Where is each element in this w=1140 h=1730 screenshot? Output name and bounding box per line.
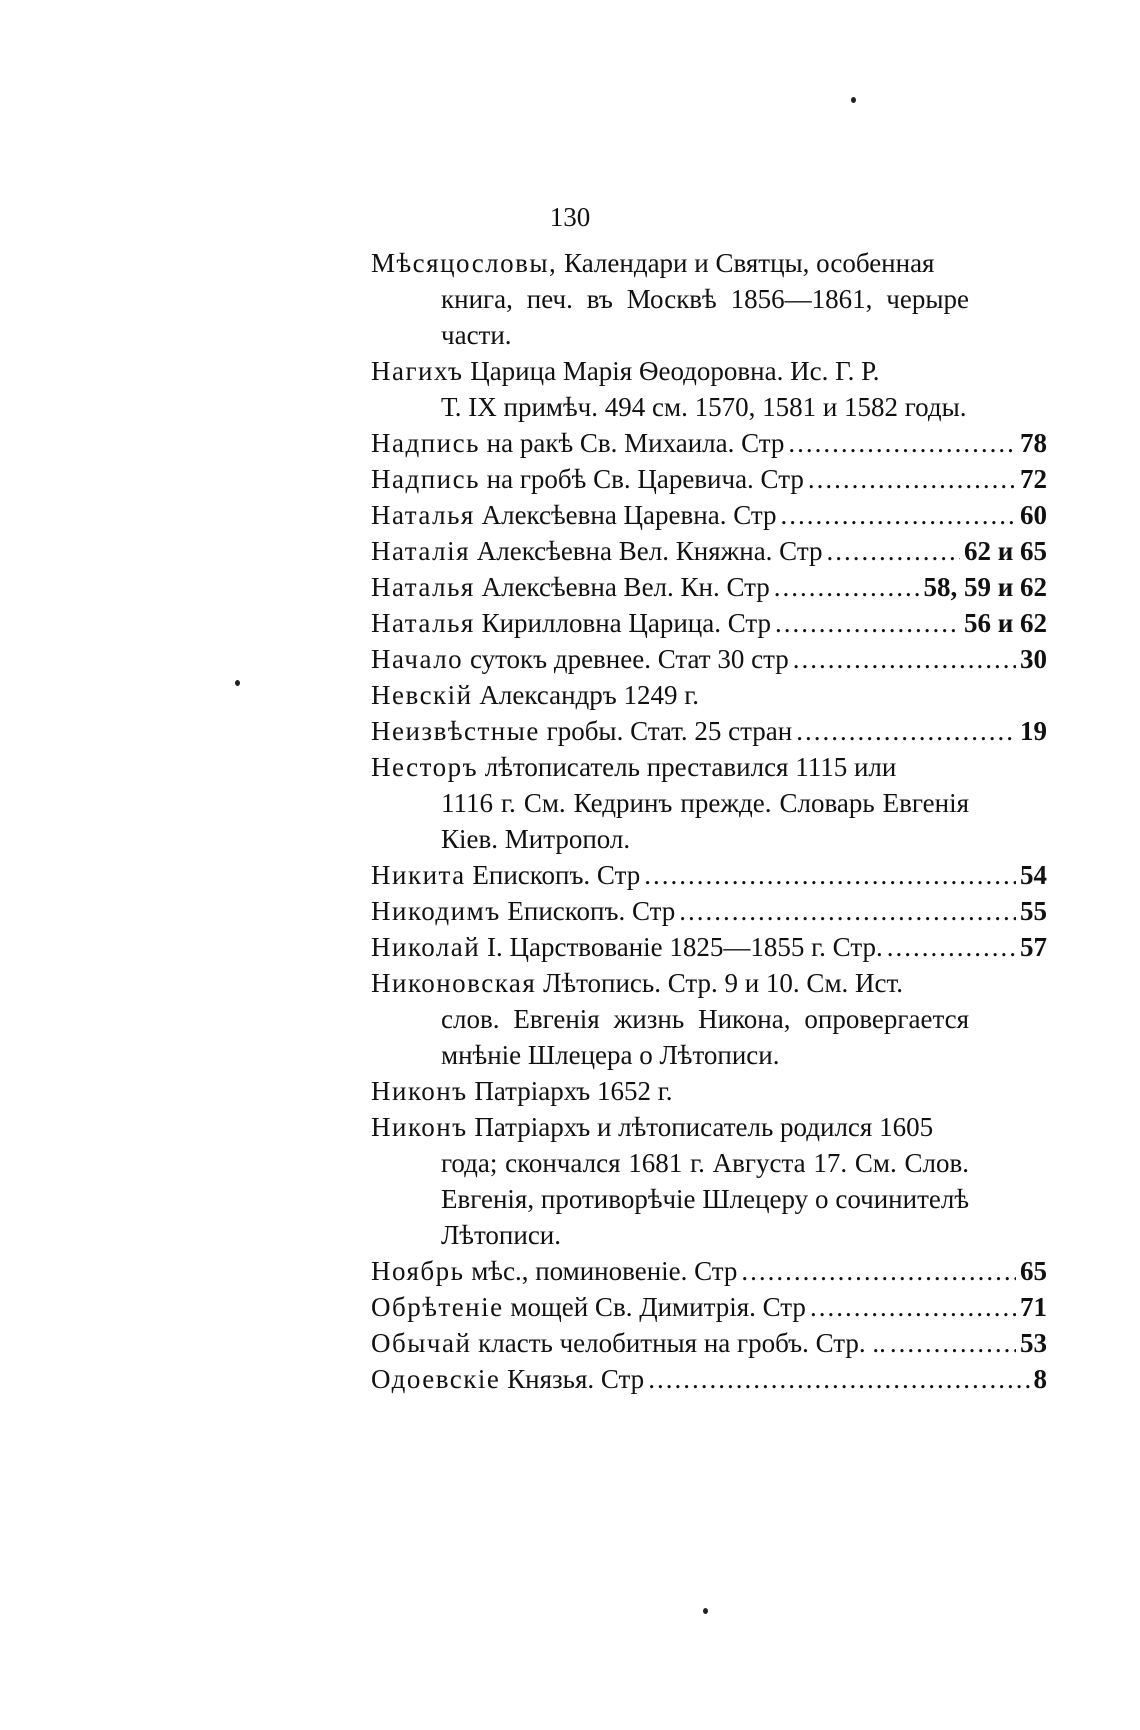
entry-first-line <box>371 461 1047 497</box>
stray-ink-mark <box>851 97 856 103</box>
entry-page-reference: 55 <box>1020 896 1047 926</box>
index-entry <box>371 1325 1047 1361</box>
entry-page-reference: 65 <box>1020 1256 1047 1286</box>
dot-leader <box>780 497 1016 533</box>
entry-text: гробы. Стат. 25 стран <box>546 716 793 746</box>
entry-first-line <box>371 1361 1047 1397</box>
entry-page-reference: 54 <box>1020 860 1047 890</box>
entry-text: сутокъ древнее. Стат 30 стр <box>469 644 789 674</box>
entry-term: Наталья <box>371 608 475 638</box>
entry-term: Обрѣтеніе <box>371 1292 504 1322</box>
entry-page-reference: 62 и 65 <box>963 536 1047 566</box>
entry-term: Никонъ <box>371 1076 468 1106</box>
entry-term: Никоновская <box>371 968 537 998</box>
index-entry <box>371 713 1047 749</box>
dot-leader <box>644 857 1016 893</box>
entry-term: Нагихъ <box>371 356 464 386</box>
entry-continuation: слов. Евгенія жизнь Никона, опровергается мнѣніе Шлецера о Лѣтописи. <box>441 1004 969 1070</box>
index-entry <box>371 749 1047 857</box>
entry-term: Николай <box>371 932 481 962</box>
index-entry <box>371 1109 1047 1253</box>
index-entry <box>371 641 1047 677</box>
entry-continuation: книга, печ. въ Москвѣ 1856—1861, черыре части. <box>441 284 969 350</box>
entry-term: Невскій <box>371 680 473 710</box>
entry-page-reference: 8 <box>1033 1364 1047 1394</box>
entry-text: Епископъ. Стр <box>507 896 676 926</box>
entry-term: Обычай <box>371 1328 472 1358</box>
entry-page-reference: 57 <box>1020 932 1047 962</box>
entry-page-reference: 78 <box>1020 428 1047 458</box>
entry-first-line <box>371 1289 1047 1325</box>
index-entry <box>371 929 1047 965</box>
index-entry <box>371 1253 1047 1289</box>
entry-term: Начало <box>371 644 464 674</box>
entry-first-line <box>371 749 1047 785</box>
dot-leader <box>788 425 1016 461</box>
entry-first-line <box>371 641 1047 677</box>
entry-text: Патріархъ и лѣтописатель родился 1605 <box>474 1112 934 1142</box>
dot-leader <box>796 713 1016 749</box>
index-entry <box>371 1361 1047 1397</box>
entry-text: Князья. Стр <box>507 1364 645 1394</box>
entry-term: Наталія <box>371 536 471 566</box>
index-entry <box>371 893 1047 929</box>
entry-term: Наталья <box>371 500 475 530</box>
entry-first-line <box>371 533 1047 569</box>
dot-leader <box>741 1253 1016 1289</box>
index-entry <box>371 677 1047 713</box>
dot-leader <box>679 893 1016 929</box>
entry-first-line <box>371 497 1047 533</box>
entry-page-reference: 58, 59 и 62 <box>923 572 1047 602</box>
entry-term: Надпись <box>371 464 480 494</box>
entry-text: мощей Св. Димитрія. Стр <box>510 1292 806 1322</box>
entry-text: на ракѣ Св. Михаила. Стр <box>486 428 785 458</box>
entry-text: класть челобитныя на гробъ. Стр. .. <box>478 1328 886 1358</box>
entry-text: Патріархъ 1652 г. <box>474 1076 673 1106</box>
entry-text: Епископъ. Стр <box>472 860 641 890</box>
entry-first-line <box>371 929 1047 965</box>
index-entry <box>371 353 1047 425</box>
entry-term: Неизвѣстные <box>371 716 540 746</box>
index-entry <box>371 533 1047 569</box>
dot-leader <box>808 461 1016 497</box>
index-entry <box>371 965 1047 1073</box>
index-entry <box>371 857 1047 893</box>
entry-text: I. Царствованіе 1825—1855 г. Стр. <box>487 932 883 962</box>
entry-text: на гробѣ Св. Царевича. Стр <box>486 464 804 494</box>
dot-leader <box>774 569 920 605</box>
entry-first-line <box>371 677 1047 713</box>
entry-text: Лѣтопись. Стр. 9 и 10. См. Ист. <box>543 968 904 998</box>
index-entry <box>371 497 1047 533</box>
entry-page-reference: 19 <box>1020 716 1047 746</box>
dot-leader <box>810 1289 1016 1325</box>
entry-text: Алексѣевна Вел. Кн. Стр <box>481 572 770 602</box>
entry-first-line <box>371 1325 1047 1361</box>
entry-text: Алексѣевна Вел. Княжна. Стр <box>476 536 823 566</box>
entry-first-line <box>371 425 1047 461</box>
entry-term: Наталья <box>371 572 475 602</box>
entry-text: Царица Марія Ѳеодоровна. Ис. Г. Р. <box>470 356 880 386</box>
entry-text: Календари и Святцы, особенная <box>564 248 935 278</box>
entry-page-reference: 60 <box>1020 500 1047 530</box>
entry-first-line <box>371 1073 1047 1109</box>
dot-leader <box>887 929 1016 965</box>
entry-term: Ноябрь <box>371 1256 465 1286</box>
entry-term: Несторъ <box>371 752 479 782</box>
entry-text: Алексѣевна Царевна. Стр <box>481 500 777 530</box>
entry-first-line <box>371 1253 1047 1289</box>
entry-continuation: 1116 г. См. Кедринъ прежде. Словарь Евгенія Кіев. Митропол. <box>441 788 969 854</box>
dot-leader <box>775 605 960 641</box>
entry-term: Надпись <box>371 428 480 458</box>
entry-continuation: года; скончался 1681 г. Августа 17. См. Слов. Евгенія, противорѣчіе Шлецеру о сочинителѣ Лѣтописи. <box>441 1148 969 1250</box>
stray-ink-mark <box>235 680 240 686</box>
entry-text: мѣс., поминовеніе. Стр <box>471 1256 738 1286</box>
entry-term: Мѣсяцословы, <box>371 248 558 278</box>
entry-page-reference: 30 <box>1020 644 1047 674</box>
entry-term: Никодимъ <box>371 896 501 926</box>
dot-leader <box>648 1361 1029 1397</box>
entry-first-line <box>371 245 1047 281</box>
entry-first-line <box>371 857 1047 893</box>
dot-leader <box>826 533 959 569</box>
entry-page-reference: 53 <box>1020 1328 1047 1358</box>
index-entry <box>371 425 1047 461</box>
page-number: 130 <box>549 202 591 232</box>
index-entry <box>371 605 1047 641</box>
index-entry <box>371 569 1047 605</box>
entry-continuation: Т. IX примѣч. 494 см. 1570, 1581 и 1582 годы. <box>441 392 967 422</box>
entry-page-reference: 71 <box>1020 1292 1047 1322</box>
index-entry <box>371 245 1047 353</box>
dot-leader <box>793 641 1016 677</box>
stray-ink-mark <box>703 1608 708 1614</box>
entry-page-reference: 72 <box>1020 464 1047 494</box>
index-entry <box>371 1289 1047 1325</box>
entry-first-line <box>371 965 1047 1001</box>
entry-text: лѣтописатель преставился 1115 или <box>484 752 897 782</box>
entry-first-line <box>371 1109 1047 1145</box>
dot-leader <box>890 1325 1016 1361</box>
entry-first-line <box>371 713 1047 749</box>
entry-first-line <box>371 353 1047 389</box>
index-entry <box>371 1073 1047 1109</box>
entry-term: Никита <box>371 860 466 890</box>
entry-first-line <box>371 569 1047 605</box>
entry-text: Александръ 1249 г. <box>479 680 700 710</box>
entry-first-line <box>371 893 1047 929</box>
entry-term: Никонъ <box>371 1112 468 1142</box>
entry-page-reference: 56 и 62 <box>963 608 1047 638</box>
entry-term: Одоевскіе <box>371 1364 501 1394</box>
index-list <box>371 245 1047 1397</box>
index-entry <box>371 461 1047 497</box>
entry-text: Кирилловна Царица. Стр <box>481 608 772 638</box>
entry-first-line <box>371 605 1047 641</box>
